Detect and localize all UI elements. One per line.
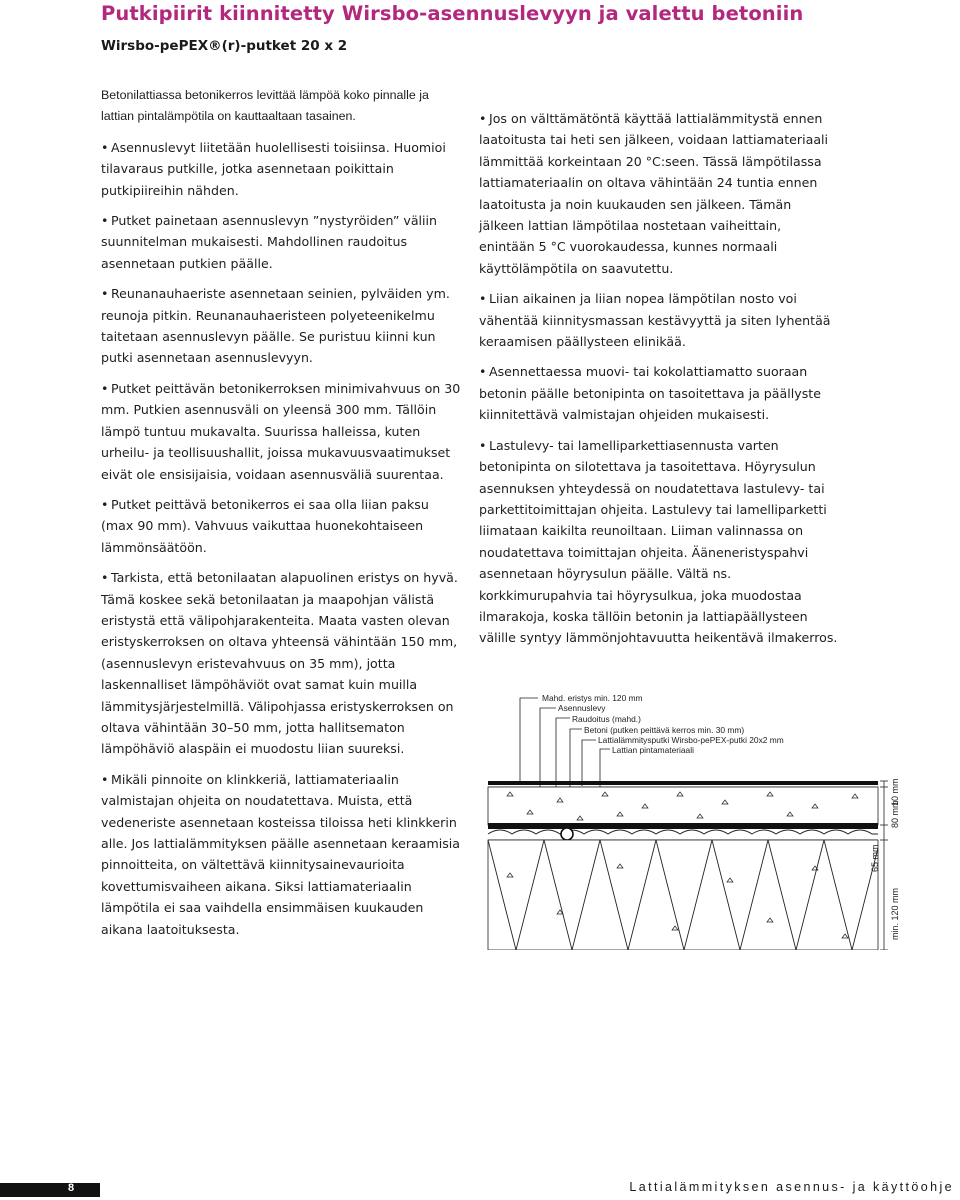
bullet-icon: • <box>101 771 109 787</box>
page-title: Putkipiirit kiinnitetty Wirsbo-asennuslevyyn ja valettu betoniin <box>101 2 804 25</box>
list-item: • Reunanauhaeriste asennetaan seinien, pylväiden ym. reunoja pitkin. Reunanauhaeristeen polyeteenikelmu taitetaan asennuslevyn päälle. Se puristuu kiinni kun putki asennetaan asennuslevyyn. <box>101 283 461 369</box>
bullet-icon: • <box>479 437 487 453</box>
list-item: • Liian aikainen ja liian nopea lämpötilan nosto voi vähentää kiinnitysmassan kestävyyttä ja siten lyhentää keraamisen päällysteen elinikää. <box>479 288 839 352</box>
list-item: • Putket painetaan asennuslevyn ”nystyröiden” väliin suunnitelman mukaisesti. Mahdollinen raudoitus asennetaan putkien päälle. <box>101 210 461 274</box>
bullet-icon: • <box>479 291 487 307</box>
list-item: • Lastulevy- tai lamelliparkettiasennusta varten betonipinta on silotettava ja tasoitettava. Höyrysulun asennuksen yhteydessä on noudatettava lastulevy- tai parkettitoimittajan ohjeita. Lastulevy tai lamelliparketti liimataan kaikilta reunoiltaan. Liiman valinnassa on noudatettava toimittajan ohjeita. Ääneneristyspahvi asennetaan höyrysulun päälle. Vältä ns. korkkimurupahvia tai höyrysulkua, joka muodostaa ilmarakoja, koska tällöin betonin ja lattiapäällysteen välille syntyy lämmönjohtavuutta heikentävä ilmakerros. <box>479 435 839 649</box>
page-subtitle: Wirsbo-pePEX®(r)-putket 20 x 2 <box>101 38 348 54</box>
list-item: • Asennuslevyt liitetään huolellisesti toisiinsa. Huomioi tilavaraus putkille, jotka asennetaan poikittain putkipiireihin nähden. <box>101 137 461 201</box>
list-item: • Tarkista, että betonilaatan alapuolinen eristys on hyvä. Tämä koskee sekä betonilaatan ja maapohjan välistä eristystä että välipohjarakenteita. Maata vasten olevan eristyskerroksen on oltava yhteensä vähintään 150 mm, (asennuslevyn eristevahvuus on 35 mm), jotta laskennalliset lämpöhäviöt ovat samat kuin muilla lämmitysjärjestelmillä. Välipohjassa eristyskerroksen on oltava vähintään 30–50 mm, jotta hallitsematon lämpöhäviö alaspäin ei muodostu liian suureksi. <box>101 567 461 760</box>
bullet-icon: • <box>479 364 487 380</box>
dimension-10mm: 10 mm <box>890 778 900 806</box>
footer-bar <box>0 1183 100 1197</box>
list-item: • Asennettaessa muovi- tai kokolattiamatto suoraan betonin päälle betonipinta on tasoitettava ja päällyste kiinnitettävä valmistajan ohjeiden mukaisesti. <box>479 361 839 425</box>
right-column <box>479 108 839 658</box>
bullet-icon: • <box>101 286 109 302</box>
label-reinforcement: Raudoitus (mahd.) <box>572 714 641 724</box>
label-floor-surface: Lattian pintamateriaali <box>612 745 694 755</box>
page-number: 8 <box>68 1182 75 1194</box>
bullet-icon: • <box>101 139 109 155</box>
floor-cross-section-diagram <box>470 688 910 950</box>
list-item: • Putket peittävä betonikerros ei saa olla liian paksu (max 90 mm). Vahvuus vaikuttaa huonekohtaiseen lämmönsäätöön. <box>101 494 461 558</box>
bullet-icon: • <box>101 380 109 396</box>
label-installation-board: Asennuslevy <box>558 703 606 713</box>
bullet-icon: • <box>101 570 109 586</box>
bullet-icon: • <box>479 111 487 126</box>
bullet-icon: • <box>101 213 109 229</box>
dimension-80mm: 80 mm <box>890 800 900 828</box>
dimension-65mm: 65 mm <box>870 844 880 872</box>
list-item: • Mikäli pinnoite on klinkkeriä, lattiamateriaalin valmistajan ohjeita on noudatettava. Muista, että vedeneriste asennetaan kosteissa tiloissa heti klinkkerin alle. Jos lattialämmityksen päälle asennetaan keraamisia pinnoitteita, on vältettävä kiinnitysainevaurioita kovettumisvaiheen aikana. Siksi lattiamateriaalin lämpötila ei saa vaihdella ensimmäisen kuukauden aikana laatoituksesta. <box>101 769 461 940</box>
intro-paragraph: Betonilattiassa betonikerros levittää lämpöä koko pinnalle ja lattian pintalämpötila on kauttaaltaan tasainen. <box>101 88 429 124</box>
list-item: • Jos on välttämätöntä käyttää lattialämmitystä ennen laatoitusta tai heti sen jälkeen, voidaan lattiamateriaali lämmittää korkeintaan 20 °C:seen. Tässä lämpötilassa lattiamateriaalin on oltava vähintään 24 tuntia ennen laatoitusta ja noin kuukauden sen jälkeen. Tämän jälkeen lattian lämpötilaa nostetaan vaiheittain, enintään 5 °C vuorokaudessa, kunnes normaali käyttölämpötila on saavutettu. <box>479 108 839 279</box>
bullet-icon: • <box>101 496 109 512</box>
dimension-min-120mm: min. 120 mm <box>890 887 900 940</box>
running-title: Lattialämmityksen asennus- ja käyttöohje <box>629 1180 954 1194</box>
label-concrete: Betoni (putken peittävä kerros min. 30 mm) <box>584 725 745 735</box>
left-column <box>101 85 461 949</box>
label-heating-pipe: Lattialämmitysputki Wirsbo-pePEX-putki 20x2 mm <box>598 735 784 745</box>
label-insulation: Mahd. eristys min. 120 mm <box>542 693 643 703</box>
list-item: • Putket peittävän betonikerroksen minimivahvuus on 30 mm. Putkien asennusväli on yleensä 300 mm. Tällöin lämpö tuntuu mukavalta. Suurissa halleissa, kuten urheilu- ja teollisuushallit, joissa mukavuusvaatimukset eivät ole ensisijaisia, voidaan asennusväliä suurentaa. <box>101 378 461 485</box>
